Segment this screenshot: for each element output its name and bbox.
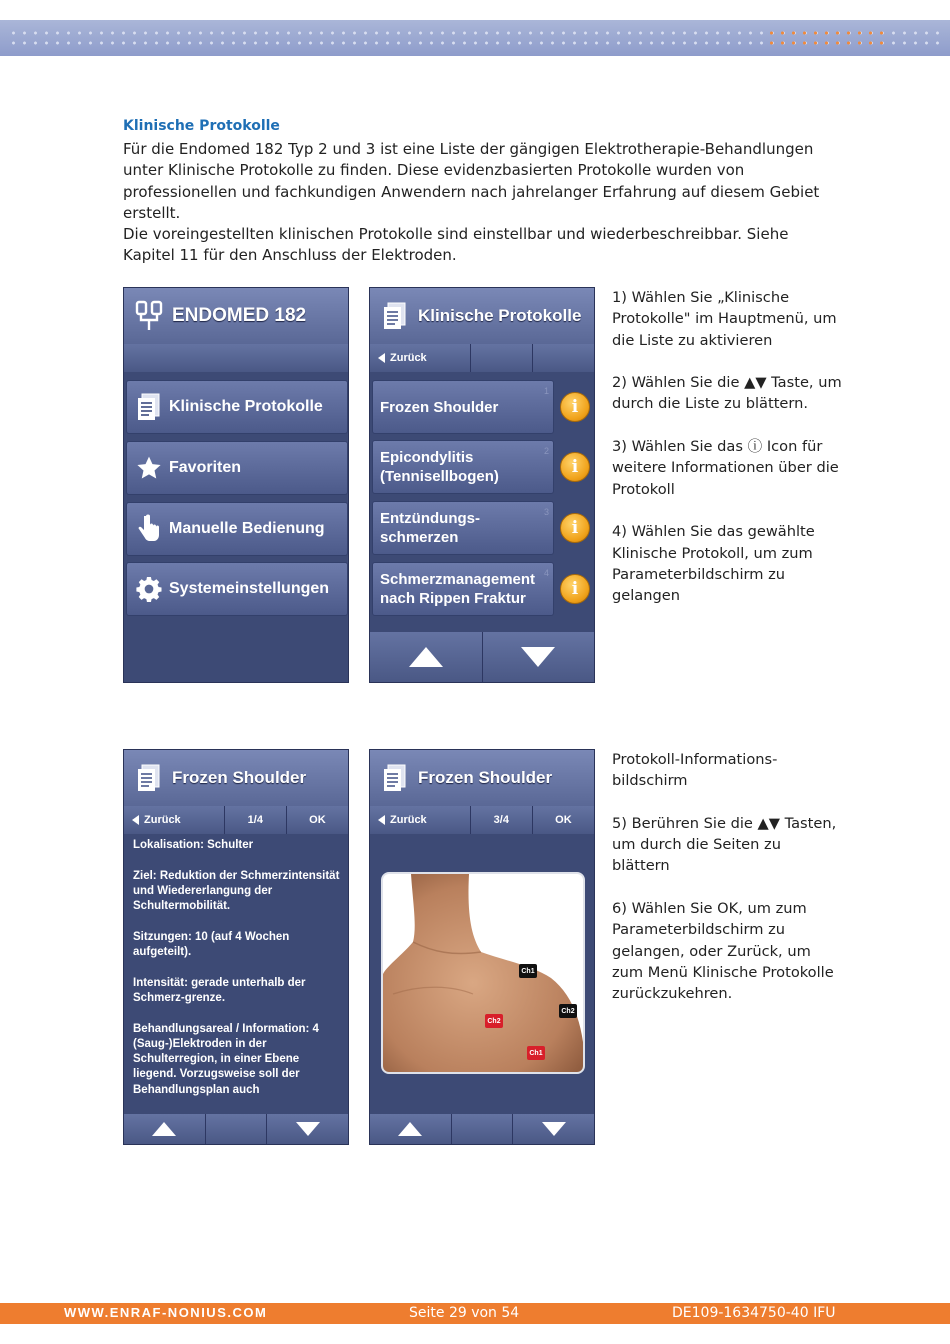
footer-website: WWW.ENRAF-NONIUS.COM (64, 1305, 268, 1320)
scroll-arrow-row (370, 632, 594, 682)
back-label: Zurück (390, 814, 427, 826)
page-indicator: 1/4 (224, 806, 286, 834)
document-list-icon (380, 761, 410, 795)
instruction-step-6: 6) Wählen Sie OK, um zum Parameterbildschirm zu gelangen, oder Zurück, um zum Menü Klinische Protokolle zurückzukehren. (612, 900, 834, 1003)
info-line: Sitzungen: 10 (auf 4 Wochen aufgeteilt). (133, 930, 290, 959)
arrow-down-icon (296, 1122, 320, 1136)
info-icon: i (571, 579, 579, 599)
scroll-up-button[interactable] (370, 632, 482, 682)
instruction-step-2: 2) Wählen Sie die ▲▼ Taste, um durch die Liste zu blättern. (612, 374, 842, 413)
info-button[interactable] (560, 392, 590, 422)
info-line: Behandlungsareal / Information: 4 (Saug-)Elektroden in der Schulterregion, in einer Ebene liegend. Vorzugsweise soll der Behandlungsplan auch (133, 1022, 319, 1096)
protocol-item-entzuendungsschmerzen[interactable] (372, 501, 554, 555)
screen-title: ENDOMED 182 (172, 305, 307, 326)
document-list-icon (135, 393, 163, 421)
nav-blank-cell (451, 1114, 513, 1144)
back-arrow-icon (378, 815, 385, 825)
arrow-up-icon (152, 1122, 176, 1136)
protocol-label: Schmerzmanagement nach Rippen Fraktur (380, 571, 536, 607)
info-button[interactable] (560, 513, 590, 543)
screen-protocol-image (369, 749, 595, 1145)
nav-row (370, 344, 594, 372)
protocol-number: 1 (543, 386, 549, 396)
arrow-up-icon (409, 647, 443, 667)
instruction-step-4: 4) Wählen Sie das gewählte Klinische Protokoll, um zum Parameterbildschirm zu gelangen (612, 523, 815, 605)
screen-title: Frozen Shoulder (172, 768, 307, 787)
electrode-ch1-lower: Ch1 (527, 1046, 545, 1060)
ok-button[interactable]: OK (532, 806, 594, 834)
electrode-note-paragraph: Die voreingestellten klinischen Protokolle sind einstellbar und wiederbeschreibbar. Siehe Kapitel 11 für den Anschluss der Elektroden. (123, 225, 789, 265)
ok-button[interactable]: OK (286, 806, 348, 834)
arrow-down-icon (521, 647, 555, 667)
protocol-item-epicondylitis[interactable] (372, 440, 554, 494)
protocol-item-schmerzmanagement[interactable] (372, 562, 554, 616)
scroll-down-button[interactable] (482, 632, 595, 682)
instruction-step-5: 5) Berühren Sie die ▲▼ Tasten, um durch die Seiten zu blättern (612, 814, 837, 875)
info-icon: i (571, 397, 579, 417)
info-icon: i (571, 457, 579, 477)
shoulder-electrode-photo (381, 872, 585, 1074)
info-button[interactable] (560, 452, 590, 482)
nav-row (124, 806, 348, 834)
instructions-top (612, 287, 842, 628)
screen-protocol-info-text (123, 749, 349, 1145)
gear-icon (135, 575, 163, 603)
protocol-label: Entzündungs- schmerzen (380, 510, 480, 546)
page-indicator: 3/4 (470, 806, 532, 834)
nav-row (370, 806, 594, 834)
footer-document-id: DE109-1634750-40 IFU (672, 1305, 836, 1321)
menu-item-label: Manuelle Bedienung (169, 520, 325, 537)
screen-main-menu (123, 287, 349, 683)
menu-klinische-protokolle-button[interactable] (126, 380, 348, 434)
hand-pointer-icon (135, 515, 163, 543)
menu-systemeinstellungen-button[interactable] (126, 562, 348, 616)
nav-blank-cell (532, 344, 594, 372)
arrow-up-icon (398, 1122, 422, 1136)
page-up-button[interactable] (370, 1114, 451, 1144)
protocol-info-text (133, 838, 343, 1113)
banner-orange-dots (766, 28, 888, 48)
screen-protocol-list (369, 287, 595, 683)
electrode-ch2-left: Ch2 (485, 1014, 503, 1028)
info-line: Intensität: gerade unterhalb der Schmerz-grenze. (133, 976, 306, 1004)
instruction-step-1: 1) Wählen Sie „Klinische Protokolle" im Hauptmenü, um die Liste zu aktivieren (612, 289, 837, 349)
back-label: Zurück (144, 814, 181, 826)
info-line: Lokalisation: Schulter (133, 839, 254, 851)
nav-blank-cell (205, 1114, 267, 1144)
page-up-button[interactable] (124, 1114, 205, 1144)
top-banner (0, 20, 950, 56)
instruction-step-3: 3) Wählen Sie das ⓘ Icon für weitere Informationen über die Protokoll (612, 438, 839, 498)
shoulder-illustration (383, 874, 583, 1072)
protocol-number: 4 (543, 568, 549, 578)
screen-header (124, 288, 348, 344)
page-down-button[interactable] (266, 1114, 348, 1144)
page-down-button[interactable] (512, 1114, 594, 1144)
screen-header (370, 750, 594, 806)
back-label: Zurück (390, 352, 427, 364)
back-button[interactable] (370, 344, 470, 372)
instructions-bottom (612, 749, 842, 1026)
endomed-logo-icon (134, 299, 164, 333)
empty-nav-row (124, 344, 348, 372)
footer-page-number: Seite 29 von 54 (409, 1305, 520, 1321)
instruction-info-screen: Protokoll-Informations-bildschirm (612, 751, 778, 790)
protocol-item-frozen-shoulder[interactable] (372, 380, 554, 434)
screen-title: Klinische Protokolle (418, 306, 582, 325)
arrow-down-icon (542, 1122, 566, 1136)
screen-title: Frozen Shoulder (418, 768, 553, 787)
electrode-ch1-upper: Ch1 (519, 964, 537, 978)
back-arrow-icon (132, 815, 139, 825)
screen-header (370, 288, 594, 344)
document-list-icon (134, 761, 164, 795)
section-heading: Klinische Protokolle (123, 118, 280, 134)
info-button[interactable] (560, 574, 590, 604)
protocol-label: Frozen Shoulder (380, 398, 499, 416)
menu-item-label: Klinische Protokolle (169, 398, 323, 415)
back-button[interactable] (370, 806, 470, 834)
info-icon: i (571, 518, 579, 538)
menu-favoriten-button[interactable] (126, 441, 348, 495)
scroll-arrow-row (370, 1114, 594, 1144)
nav-blank-cell (470, 344, 532, 372)
menu-item-label: Systemeinstellungen (169, 580, 330, 597)
star-icon (135, 454, 163, 482)
protocol-number: 3 (543, 507, 549, 517)
info-line: Ziel: Reduktion der Schmerzintensität und Wiedererlangung der Schultermobilität. (133, 869, 340, 913)
protocol-label: Epicondylitis (Tennisellbogen) (380, 449, 499, 485)
screen-header (124, 750, 348, 806)
protocol-number: 2 (543, 446, 549, 456)
scroll-arrow-row (124, 1114, 348, 1144)
menu-item-label: Favoriten (169, 459, 242, 476)
electrode-ch2-right: Ch2 (559, 1004, 577, 1018)
menu-manuelle-bedienung-button[interactable] (126, 502, 348, 556)
back-button[interactable] (124, 806, 224, 834)
intro-paragraph: Für die Endomed 182 Typ 2 und 3 ist eine Liste der gängigen Elektrotherapie-Behandlungen unter Klinische Protokolle zu finden. Diese evidenzbasierten Protokolle wurden von professionellen und fachkundigen Anwendern nach jahrelanger Erfahrung auf diesem Gebiet erstellt. (123, 140, 820, 222)
back-arrow-icon (378, 353, 385, 363)
document-list-icon (380, 299, 410, 333)
